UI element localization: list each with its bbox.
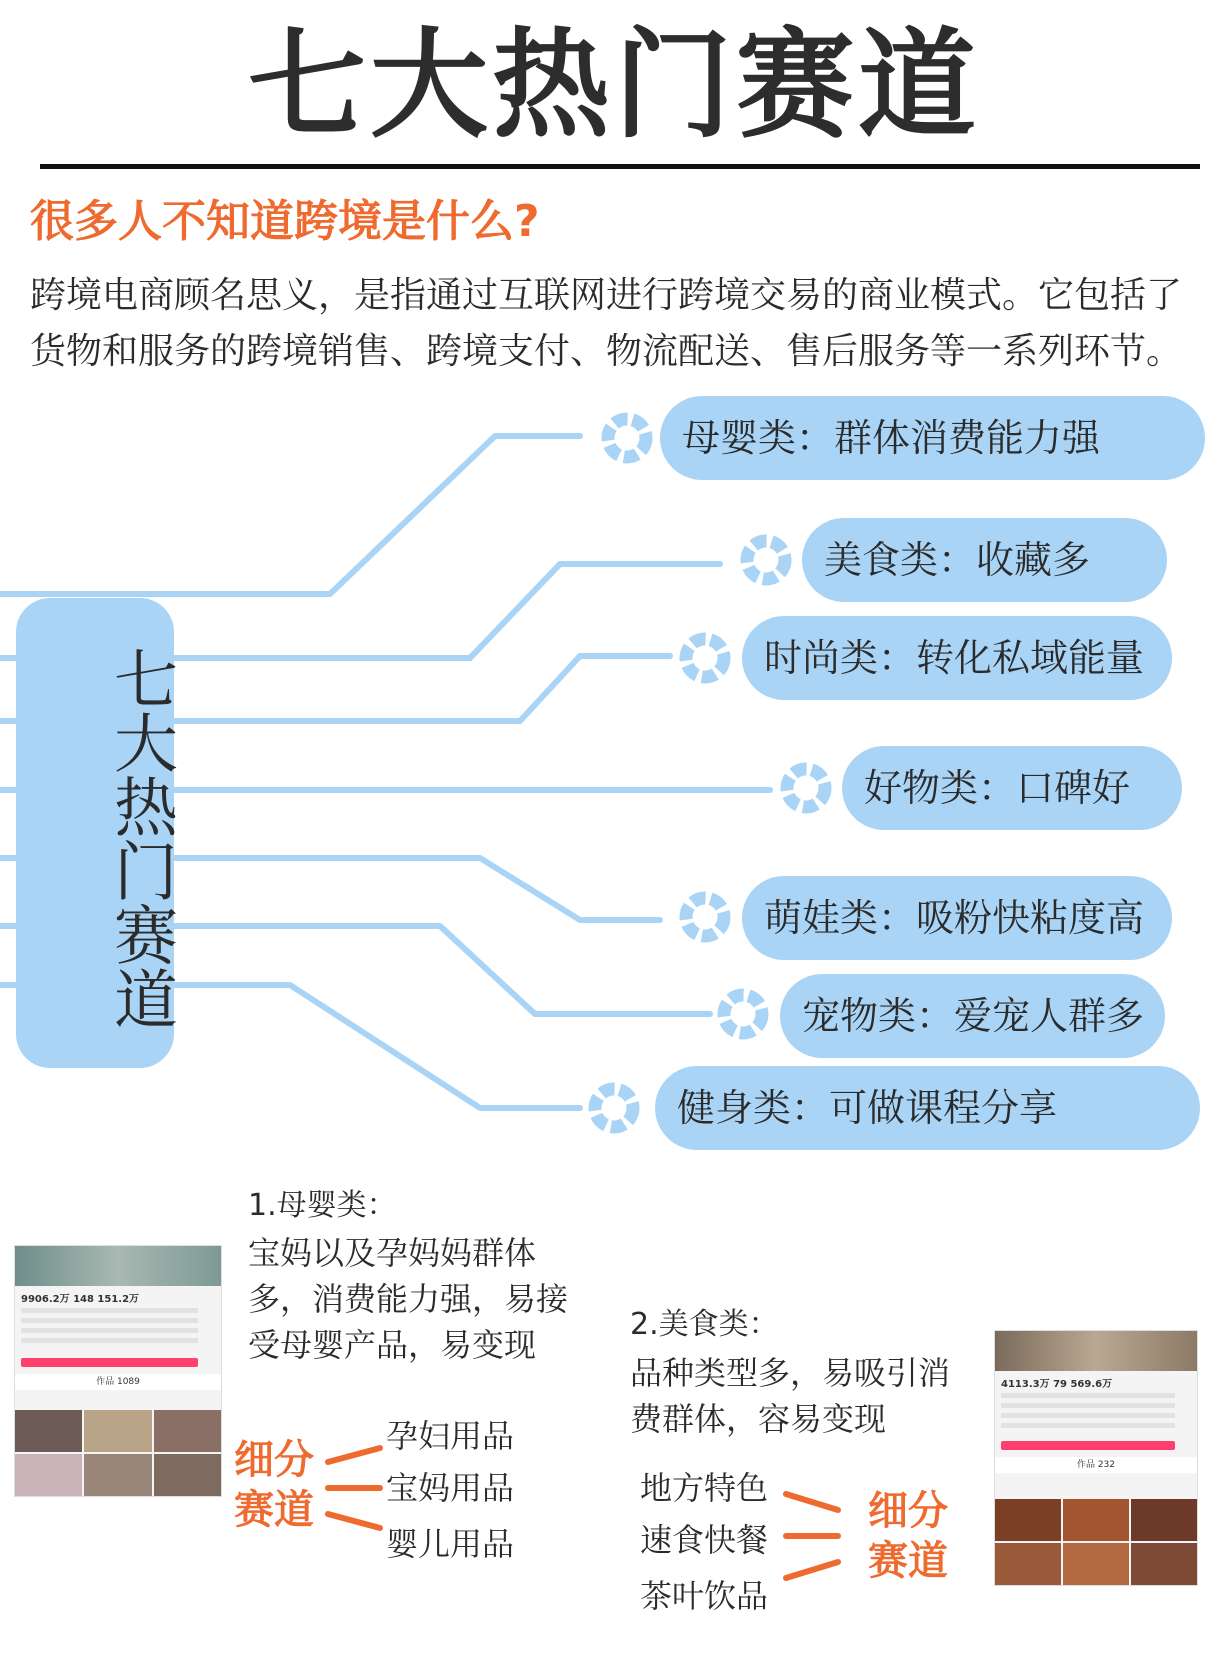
category-node-food: 美食类：收藏多 [802,518,1167,602]
node-marker-icon [724,995,762,1033]
node-marker-icon [747,541,785,579]
node-marker-icon [686,898,724,936]
works-tab: 作品 232 [995,1457,1197,1473]
question-heading: 很多人不知道跨境是什么? [30,196,540,247]
detail-2-segment-item: 茶叶饮品 [640,1577,769,1615]
detail-2-description: 品种类型多，易吸引消费群体，容易变现 [630,1354,951,1438]
detail-2-segment-connectors [780,1480,850,1590]
detail-1-description: 宝妈以及孕妈妈群体多，消费能力强，易接受母婴产品，易变现 [248,1234,569,1364]
thumbnail [84,1410,151,1452]
follow-bar [1001,1441,1175,1450]
screenshot-maternal-profile [14,1245,222,1497]
root-node [16,598,177,1068]
thumbnail [1131,1499,1197,1541]
thumbnail [995,1499,1061,1541]
node-marker-icon [608,419,646,457]
detail-1-segment-item: 宝妈用品 [386,1469,515,1507]
thumbnail [154,1410,221,1452]
works-tab: 作品 1089 [15,1374,221,1390]
intro-paragraph: 跨境电商顾名思义，是指通过互联网进行跨境交易的商业模式。它包括了货物和服务的跨境销售、跨境支付、物流配送、售后服务等一系列环节。 [30,275,1183,372]
detail-1-segment-label: 细分赛道 [234,1437,314,1533]
thumbnail-grid [15,1410,221,1496]
screenshot-food-profile [994,1330,1198,1586]
profile-stats: 9906.2万 148 151.2万 [21,1294,140,1305]
detail-2-segment-item: 速食快餐 [640,1521,769,1559]
title-divider [40,164,1200,169]
thumbnail [1063,1543,1129,1585]
thumbnail [154,1454,221,1496]
page-title: 七大热门赛道 [247,16,980,154]
root-node-label: 七大热门赛道 [103,646,177,1030]
category-node-pet: 宠物类：爱宠人群多 [780,974,1165,1058]
follow-bar [21,1358,198,1367]
detail-2-segment-item: 地方特色 [640,1469,769,1507]
detail-1-segment-item: 婴儿用品 [386,1525,515,1563]
category-node-goods: 好物类：口碑好 [842,746,1182,830]
node-marker-icon [595,1089,633,1127]
category-node-maternal: 母婴类：群体消费能力强 [660,396,1205,480]
node-marker-icon [787,769,825,807]
thumbnail [995,1543,1061,1585]
thumbnail [1063,1499,1129,1541]
thumbnail [15,1454,82,1496]
category-node-fashion: 时尚类：转化私域能量 [742,616,1172,700]
thumbnail-grid [995,1499,1197,1585]
profile-banner [995,1331,1197,1371]
detail-1-segment-item: 孕妇用品 [386,1417,515,1455]
profile-stats: 4113.3万 79 569.6万 [1001,1379,1113,1390]
detail-2-title: 2.美食类： [630,1307,779,1342]
thumbnail [1131,1543,1197,1585]
detail-2-segment-label: 细分赛道 [868,1488,948,1584]
profile-banner [15,1246,221,1286]
node-marker-icon [686,639,724,677]
thumbnail [15,1410,82,1452]
profile-info [21,1308,198,1348]
category-node-baby: 萌娃类：吸粉快粘度高 [742,876,1172,960]
thumbnail [84,1454,151,1496]
profile-info [1001,1393,1175,1433]
detail-1-segment-connectors [322,1430,392,1540]
mind-map [0,400,1228,1240]
connector-1 [0,436,580,594]
category-node-fitness: 健身类：可做课程分享 [655,1066,1200,1150]
detail-1-title: 1.母婴类： [248,1188,397,1223]
